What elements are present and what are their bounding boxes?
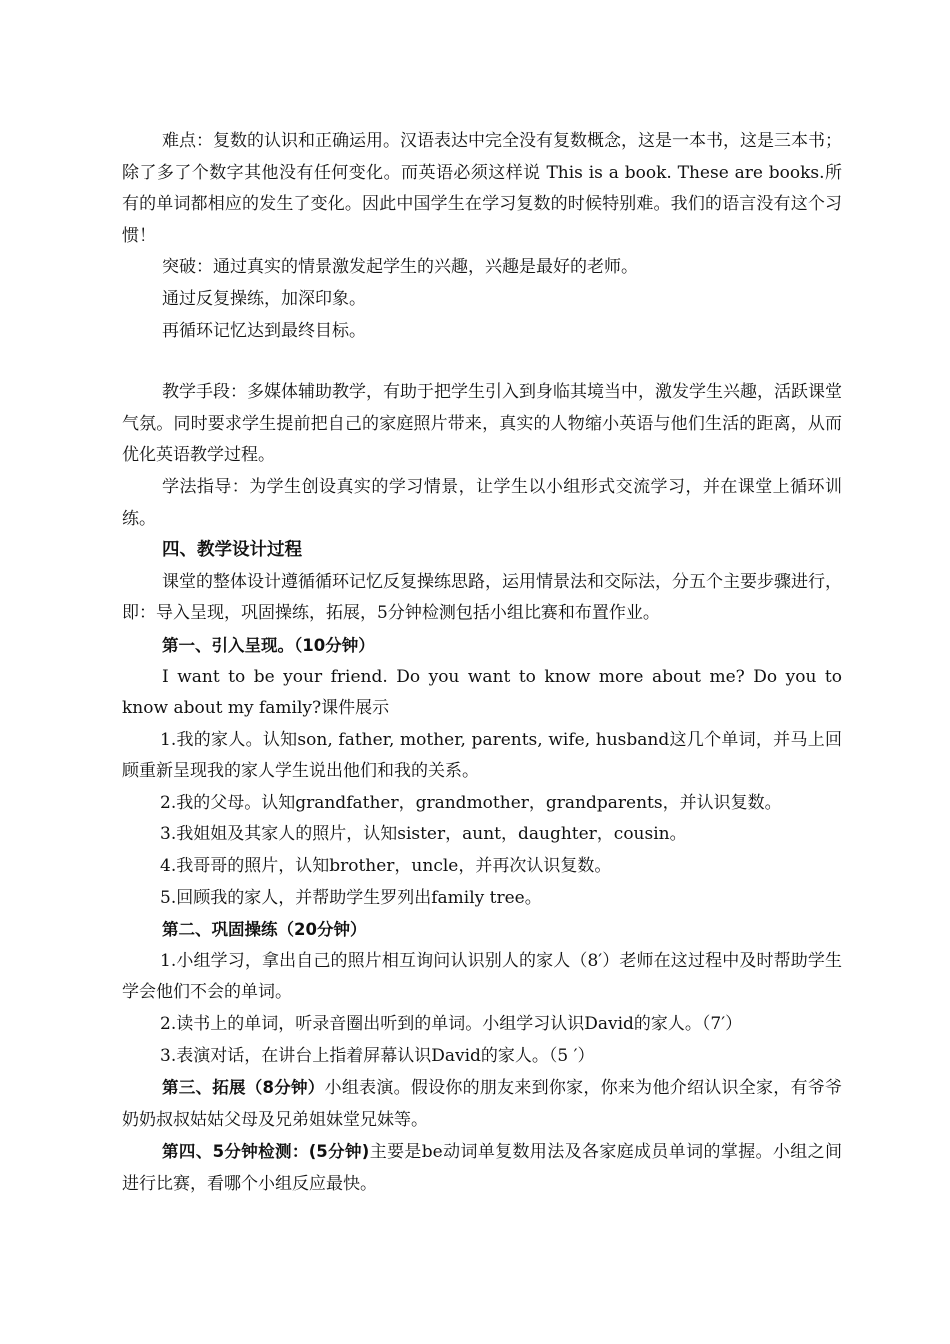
step2-item: 2.读书上的单词，听录音圈出听到的单词。小组学习认识David的家人。（7′） (160, 1014, 743, 1035)
teaching-means-paragraph: 教学手段：多媒体辅助教学，有助于把学生引入到身临其境当中，激发学生兴趣，活跃课堂气氛。同时要求学生提前把自己的家庭照片带来，真实的人物缩小英语与他们生活的距离，从而优化英语教学过程。 (122, 382, 842, 466)
step3-text: 小组表演。假设你的朋友来到你家，你来为他介绍认识全家，有爷爷奶奶叔叔姑姑父母及兄弟姐妹堂兄妹等。 (122, 1078, 843, 1130)
step4-text: 主要是be动词单复数用法及各家庭成员单词的掌握。小组之间进行比赛，看哪个小组反应最快。 (122, 1142, 842, 1194)
document-page (122, 126, 842, 1201)
step2-item: 3.表演对话，在讲台上指着屏幕认识David的家人。（5 ′） (160, 1045, 595, 1066)
step2-item: 1.小组学习，拿出自己的照片相互询问认识别人的家人（8′）老师在这过程中及时帮助学生学会他们不会的单词。 (122, 950, 842, 1003)
step1-item: 3.我姐姐及其家人的照片，认知sister，aunt，daughter，cousin。 (160, 824, 687, 845)
step1-item: 2.我的父母。认知grandfather，grandmother，grandparents，并认识复数。 (160, 792, 782, 813)
step3-title: 第三、拓展（8分钟） (162, 1078, 325, 1098)
step1-intro: I want to be your friend. Do you want to know more about me? Do you to know about my family?课件展示 (122, 666, 842, 719)
step4-paragraph (122, 1136, 842, 1200)
spacer (122, 347, 842, 377)
practice-line: 通过反复操练，加深印象。 (162, 288, 366, 309)
step2-title: 第二、巩固操练（20分钟） (162, 920, 367, 940)
breakthrough-line: 突破：通过真实的情景激发起学生的兴趣，兴趣是最好的老师。 (162, 257, 638, 278)
step1-item: 5.回顾我的家人，并帮助学生罗列出family tree。 (160, 887, 542, 908)
section-heading: 四、教学设计过程 (162, 540, 302, 561)
step1-item: 4.我哥哥的照片，认知brother，uncle，并再次认识复数。 (160, 856, 612, 877)
memory-line: 再循环记忆达到最终目标。 (162, 320, 366, 341)
step1-title: 第一、引入呈现。（10分钟） (162, 635, 375, 655)
step1-item: 1.我的家人。认知son, father, mother, parents, wife, husband这几个单词，并马上回顾重新呈现我的家人学生说出他们和我的关系。 (122, 729, 842, 782)
step4-title: 第四、5分钟检测：(5分钟) (162, 1142, 370, 1162)
step3-paragraph (122, 1072, 842, 1136)
difficulty-paragraph: 难点：复数的认识和正确运用。汉语表达中完全没有复数概念，这是一本书，这是三本书；除了多了个数字其他没有任何变化。而英语必须这样说 This is a book. These are books.所有的单词都相应的发生了变化。因此中国学生在学习复数的时候特别难。我们的语言没有这个习惯！ (122, 131, 842, 246)
section-intro: 课堂的整体设计遵循循环记忆反复操练思路，运用情景法和交际法，分五个主要步骤进行，即：导入呈现，巩固操练，拓展，5分钟检测包括小组比赛和布置作业。 (122, 571, 842, 624)
study-guide-paragraph: 学法指导：为学生创设真实的学习情景，让学生以小组形式交流学习，并在课堂上循环训练。 (122, 476, 842, 529)
